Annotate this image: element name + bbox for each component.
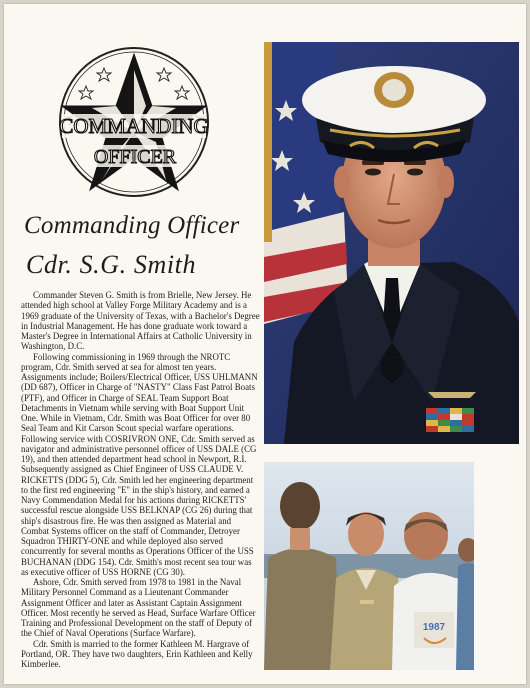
officer-name: Cdr. S.G. Smith — [26, 250, 197, 279]
emblem-line1: COMMANDING — [59, 114, 209, 138]
bio-paragraph: Commander Steven G. Smith is from Brielle, New Jersey. He attended high school at Valley Forge Military Academy and is a 1969 graduate of the University of Texas, with a Bachelor's Degree in Industrial Management. He has done graduate work toward a Master's Degree in International Affairs at Catholic University in Washington, D.C. — [21, 290, 260, 352]
page-headline: Commanding Officer — [24, 212, 240, 239]
candid-group-photo — [264, 462, 474, 670]
officer-portrait-photo — [264, 42, 519, 444]
bio-paragraph: Following commissioning in 1969 through the NROTC program, Cdr. Smith served at sea for almost ten years. Assignments include; Boilers/Electrical Officer, USS UHLMANN (DD 687), Officer in Charge of "NASTY" Class Fast Patrol Boats (PTF), and Officer in Charge of SEAL Team Support Boat Detachments in Vietnam while serving with Boat Support Unit One. While in Vietnam, Cdr. Smith was Boat Officer for over 80 Seal Team and Kit Carson Scout special warfare operations. Following service with COSRIVRON ONE, Cdr. Smith served as navigator and administrative personnel officer of USS DALE (CG 19), and then attended department head school in Newport, R.I. Subsequently assigned as Chief Engineer of USS CLAUDE V. RICKETTS (DDG 5), Cdr. Smith led her engineering department to the first red engineering "E" in the ship's history, and earned a Navy Commendation Medal for his actions during RICKETTS' successful rescue alongside USS BELKNAP (CG 26) during that ship's disastrous fire. He was then assigned as Material and Combat Systems officer on the staff of Commander, Detroyer Squadron THIRTY-ONE and while deployed also served concurrently for several months as Operations Officer of the USS BUCHANAN (DDG 154). Cdr. Smith's most recent sea tour was as executive officer of USS HORNE (CG 30). — [21, 351, 258, 577]
shirt-text: 1987 — [422, 622, 446, 633]
bio-paragraph: Ashore, Cdr. Smith served from 1978 to 1981 in the Naval Military Personnel Command as a Lieutenant Commander Assignment Officer and later as Assistant Captain Assignment Officer. Most recently he served as Head, Surface Warfare Officer Training and Professional Development on the staff of Deputy of the Chief of Naval Operations (Surface Warfare). — [21, 577, 256, 639]
yearbook-page — [4, 4, 526, 684]
emblem-line2: OFFICER — [93, 146, 177, 168]
biography — [21, 290, 261, 669]
bio-paragraph: Cdr. Smith is married to the former Kathleen M. Hargrave of Portland, OR. They have two daughters, Erin Kathleen and Kelly Kimberlee. — [21, 638, 253, 669]
commanding-officer-emblem — [56, 44, 212, 200]
